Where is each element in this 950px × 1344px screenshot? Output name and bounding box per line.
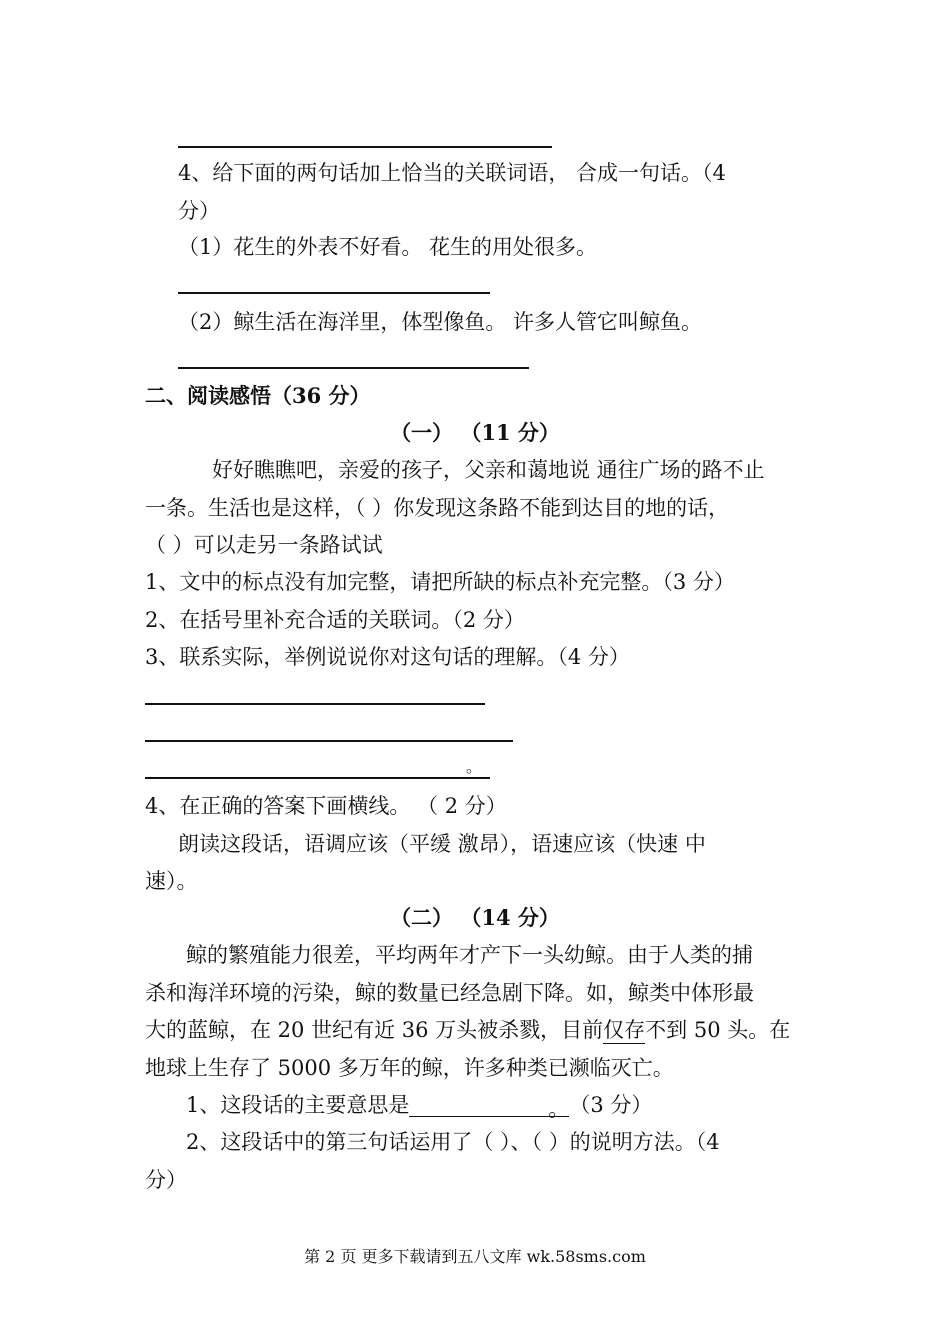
part-2-question-2-line2: 分） xyxy=(145,1168,187,1192)
question-4-line2: 分） xyxy=(178,199,220,223)
part-2-question-1 xyxy=(186,1090,652,1120)
part-1-question-4-line2: 速）。 xyxy=(145,869,198,893)
answer-line[interactable] xyxy=(145,740,513,742)
answer-line[interactable] xyxy=(145,777,490,779)
part-2-question-1-text: 1、这段话的主要意思是 xyxy=(186,1093,410,1117)
fill-in-blank[interactable] xyxy=(409,1094,570,1121)
underlined-word: 仅存 xyxy=(603,1018,646,1042)
part-2-question-2-line1: 2、这段话中的第三句话运用了（ ）、（ ）的说明方法。（4 xyxy=(186,1130,720,1154)
passage-2-line3-after: 不到 50 头。在 xyxy=(645,1018,791,1042)
question-4-sentence-1: （1）花生的外表不好看。 花生的用处很多。 xyxy=(178,235,598,259)
passage-2-line2: 杀和海洋环境的污染，鲸的数量已经急剧下降。如，鲸类中体形最 xyxy=(145,981,754,1005)
passage-1-line3: （ ）可以走另一条路试试 xyxy=(145,533,383,557)
passage-1-line2: 一条。生活也是这样，（ ）你发现这条路不能到达目的地的话， xyxy=(145,496,730,520)
part-1-question-4: 4、在正确的答案下画横线。 （ 2 分） xyxy=(145,794,507,818)
part-1-title: （一） （11 分） xyxy=(390,420,560,445)
part-2-title: （二） （14 分） xyxy=(390,905,560,930)
section-title: 二、阅读感悟（36 分） xyxy=(145,383,371,408)
passage-1-line1: 好好瞧瞧吧，亲爱的孩子，父亲和蔼地说 通往广场的路不止 xyxy=(212,458,765,482)
answer-line[interactable] xyxy=(145,703,485,705)
answer-line[interactable] xyxy=(178,292,490,294)
question-4-sentence-2: （2）鲸生活在海洋里，体型像鱼。 许多人管它叫鲸鱼。 xyxy=(178,310,703,334)
blank-period: 。 xyxy=(548,1097,570,1121)
passage-2-line1: 鲸的繁殖能力很差，平均两年才产下一头幼鲸。由于人类的捕 xyxy=(186,943,753,967)
passage-2-line3 xyxy=(145,1015,790,1045)
answer-line[interactable] xyxy=(178,146,552,148)
passage-2-line3-before: 大的蓝鲸，在 20 世纪有近 36 万头被杀戮，目前 xyxy=(145,1018,604,1042)
answer-line[interactable] xyxy=(178,367,529,369)
answer-line-period: 。 xyxy=(466,757,483,776)
part-1-question-4-line1: 朗读这段话，语调应该（平缓 激昂），语速应该（快速 中 xyxy=(178,832,706,856)
part-1-question-1: 1、文中的标点没有加完整，请把所缺的标点补充完整。（3 分） xyxy=(145,570,735,594)
page-footer: 第 2 页 更多下载请到五八文库 wk.58sms.com xyxy=(304,1247,646,1266)
part-1-question-3: 3、联系实际，举例说说你对这句话的理解。（4 分） xyxy=(145,645,630,669)
passage-2-line4: 地球上生存了 5000 多万年的鲸，许多种类已濒临灭亡。 xyxy=(145,1056,674,1080)
part-1-question-2: 2、在括号里补充合适的关联词。（2 分） xyxy=(145,608,525,632)
question-4-line1: 4、给下面的两句话加上恰当的关联词语， 合成一句话。（4 xyxy=(178,161,726,185)
part-2-question-1-score: （3 分） xyxy=(569,1093,653,1117)
